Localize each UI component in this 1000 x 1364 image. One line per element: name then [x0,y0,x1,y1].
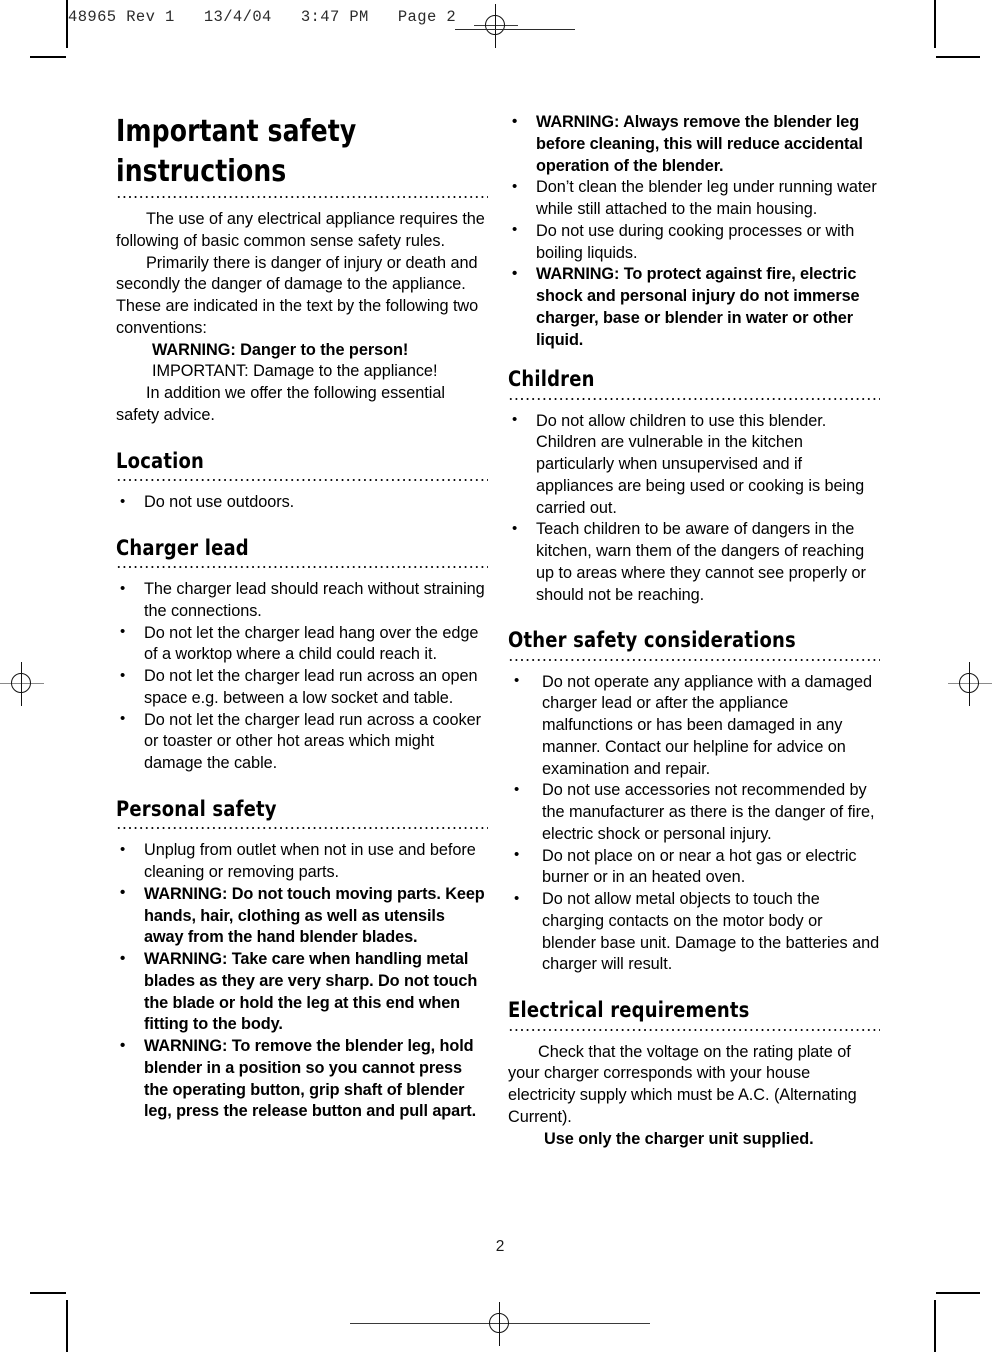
list-item: • Do not place on or near a hot gas or electric burner or in an heated oven. [508,846,880,890]
section-heading-children: Children [508,367,595,393]
personal-safety-dotted-rule [116,826,488,830]
section-heading-electrical-requirements: Electrical requirements [508,998,750,1024]
page-title: Important safety instructions [116,114,357,189]
list-item-warning: • WARNING: Always remove the blender leg before cleaning, this will reduce accidental operation of the blender. [508,112,880,177]
list-item: • Do not use outdoors. [116,492,488,514]
list-item: • Don’t clean the blender leg under running water while still attached to the main housing. [508,177,880,221]
section-heading-other-safety: Other safety considerations [508,628,796,654]
intro-paragraph-1: The use of any electrical appliance requires the following of basic common sense safety rules. [116,210,485,250]
list-item: • Do not use during cooking processes or with boiling liquids. [508,221,880,265]
sheet-header-annotation: 48965 Rev 1 13/4/04 3:47 PM Page 2 [68,8,457,26]
title-dotted-rule [116,195,488,199]
list-item: • Do not let the charger lead hang over the edge of a worktop where a child could reach it. [116,623,488,667]
left-column [116,112,488,1123]
personal-safety-continued-list [508,112,880,351]
list-item: • Do not let the charger lead run across an open space e.g. between a low socket and table. [116,666,488,710]
personal-safety-list [116,840,488,1123]
section-heading-charger-lead: Charger lead [116,535,249,561]
location-list [116,492,488,514]
section-heading-location: Location [116,448,205,474]
list-item-warning: • WARNING: To remove the blender leg, hold blender in a position so you cannot press the operating button, grip shaft of blender leg, press the release button and pull apart. [116,1036,488,1123]
list-item: • The charger lead should reach without straining the connections. [116,579,488,623]
list-item: • Do not allow metal objects to touch the charging contacts on the motor body or blender base unit. Damage to the batteries and charger will result. [508,889,880,976]
list-item: • Do not use accessories not recommended by the manufacturer as there is the danger of fire, electric shock or personal injury. [508,780,880,845]
charger-lead-list [116,579,488,775]
convention-warning: WARNING: Danger to the person! [152,340,409,359]
page-number: 2 [495,1238,505,1255]
intro-paragraph-3: In addition we offer the following essential safety advice. [116,384,445,424]
section-heading-personal-safety: Personal safety [116,796,277,822]
electrical-paragraph: Check that the voltage on the rating plate of your charger corresponds with your house electricity supply which must be A.C. (Alternating Current). [508,1042,857,1126]
children-list [508,411,880,607]
list-item: • Do not operate any appliance with a damaged charger lead or after the appliance malfunctions or has been damaged in any manner. Contact our helpline for advice on examination and repair. [508,672,880,781]
other-safety-dotted-rule [508,658,880,662]
right-column [508,112,880,1150]
electrical-note: Use only the charger unit supplied. [544,1129,814,1148]
convention-important: IMPORTANT: Damage to the appliance! [152,362,438,381]
other-safety-list [508,672,880,977]
list-item: • Do not let the charger lead run across a cooker or toaster or other hot areas which might damage the cable. [116,710,488,775]
children-dotted-rule [508,397,880,401]
list-item: • Do not allow children to use this blender. Children are vulnerable in the kitchen particularly when unsupervised and if appliances are being used or cooking is being carried out. [508,411,880,520]
list-item: • Unplug from outlet when not in use and before cleaning or removing parts. [116,840,488,884]
list-item: • Teach children to be aware of dangers in the kitchen, warn them of the dangers of reaching up to areas where they cannot see properly or should not be reaching. [508,519,880,606]
electrical-dotted-rule [508,1028,880,1032]
list-item-warning: • WARNING: Take care when handling metal blades as they are very sharp. Do not touch the blade or hold the leg at this end when fitting to the body. [116,949,488,1036]
charger-lead-dotted-rule [116,565,488,569]
intro-paragraph-2: Primarily there is danger of injury or death and secondly the danger of damage to the appliance. These are indicated in the text by the following two conventions: [116,253,479,337]
list-item-warning: • WARNING: Do not touch moving parts. Keep hands, hair, clothing as well as utensils away from the hand blender blades. [116,884,488,949]
list-item-warning: • WARNING: To protect against fire, electric shock and personal injury do not immerse charger, base or blender in water or other liquid. [508,264,880,351]
location-dotted-rule [116,478,488,482]
